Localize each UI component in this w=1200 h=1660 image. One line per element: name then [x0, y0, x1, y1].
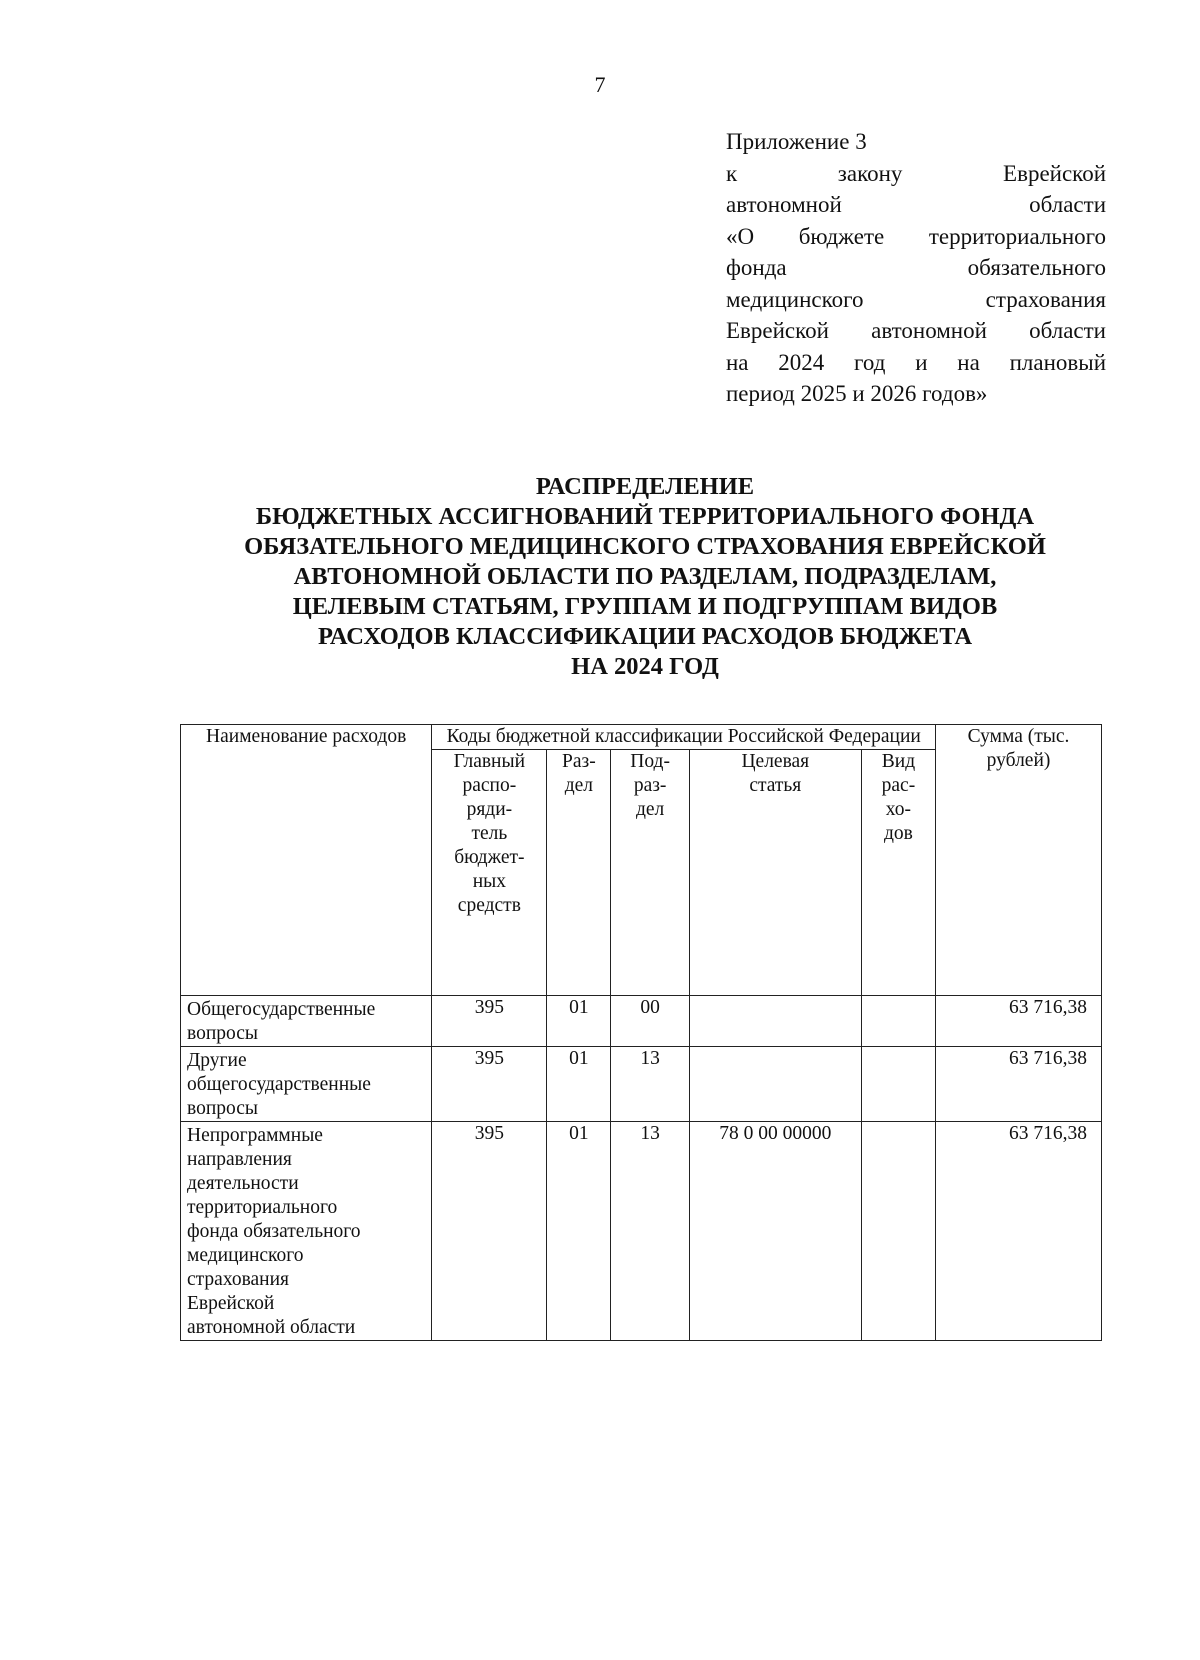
cell-vid	[861, 996, 935, 1047]
cell-podrazdel: 00	[611, 996, 689, 1047]
row-name	[181, 1047, 432, 1122]
document-title	[120, 472, 1170, 682]
table-row	[181, 1122, 1102, 1341]
title-line: РАСХОДОВ КЛАССИФИКАЦИИ РАСХОДОВ БЮДЖЕТА	[317, 623, 973, 650]
row-name-text: общегосударственные	[187, 1074, 371, 1095]
row-name-text: страхования	[187, 1269, 290, 1290]
header-text: распо-	[462, 775, 517, 796]
row-name	[181, 1122, 432, 1341]
row-name-text: Общегосударственные	[187, 999, 376, 1020]
cell-sum: 63 716,38	[936, 996, 1102, 1047]
table-row	[181, 996, 1102, 1047]
title-line: НА 2024 ГОД	[571, 653, 719, 680]
header-text: средств	[457, 895, 521, 916]
title-line: АВТОНОМНОЙ ОБЛАСТИ ПО РАЗДЕЛАМ, ПОДРАЗДЕЛАМ,	[293, 563, 997, 590]
header-text: расходов	[332, 726, 407, 747]
header-glavny	[432, 750, 547, 996]
title-line: БЮДЖЕТНЫХ АССИГНОВАНИЙ ТЕРРИТОРИАЛЬНОГО ФОНДА	[255, 503, 1035, 530]
cell-sum: 63 716,38	[936, 1122, 1102, 1341]
header-text: рас-	[881, 775, 916, 796]
cell-celevaya: 78 0 00 00000	[689, 1122, 861, 1341]
appendix-block	[726, 126, 1106, 410]
cell-celevaya	[689, 996, 861, 1047]
row-name-text: медицинского	[187, 1245, 304, 1266]
row-name-text: Непрограммные	[187, 1125, 323, 1146]
row-name-text: Еврейской	[187, 1293, 275, 1314]
table-header-row	[181, 725, 1102, 750]
header-text: ных	[472, 871, 506, 892]
header-sum	[936, 725, 1102, 996]
row-name-text: фонда обязательного	[187, 1221, 361, 1242]
cell-podrazdel: 13	[611, 1122, 689, 1341]
header-text: ряди-	[466, 799, 513, 820]
cell-razdel: 01	[547, 1047, 611, 1122]
header-text: Федерации	[828, 726, 921, 747]
header-text: дел	[635, 799, 665, 820]
header-text: (тыс. рублей)	[986, 726, 1070, 771]
header-text: тель	[471, 823, 508, 844]
appendix-line: фонда обязательного	[726, 255, 1106, 280]
row-name-text: автономной области	[187, 1317, 356, 1338]
cell-celevaya	[689, 1047, 861, 1122]
header-podrazdel	[611, 750, 689, 996]
cell-podrazdel: 13	[611, 1047, 689, 1122]
header-text: Главный	[453, 751, 526, 772]
header-text: Наименование	[206, 726, 328, 747]
header-text: Вид	[881, 751, 916, 772]
header-text: хо-	[885, 799, 912, 820]
table-row	[181, 1047, 1102, 1122]
cell-sum: 63 716,38	[936, 1047, 1102, 1122]
cell-razdel: 01	[547, 996, 611, 1047]
cell-razdel: 01	[547, 1122, 611, 1341]
header-text: Раз-	[562, 751, 596, 772]
header-vid	[861, 750, 935, 996]
cell-vid	[861, 1047, 935, 1122]
appendix-line: период 2025 и 2026 годов»	[726, 381, 988, 406]
cell-glavny: 395	[432, 1047, 547, 1122]
cell-glavny: 395	[432, 996, 547, 1047]
page-number: 7	[594, 72, 606, 97]
title-line: ОБЯЗАТЕЛЬНОГО МЕДИЦИНСКОГО СТРАХОВАНИЯ ЕВРЕЙСКОЙ	[244, 533, 1046, 560]
header-text: Под-	[630, 751, 670, 772]
cell-glavny: 395	[432, 1122, 547, 1341]
header-celevaya	[689, 750, 861, 996]
budget-table	[180, 724, 1102, 1341]
appendix-line: автономной области	[726, 192, 1106, 217]
row-name	[181, 996, 432, 1047]
header-text: Сумма	[967, 726, 1023, 747]
header-text: бюджет-	[454, 847, 525, 868]
header-text: раз-	[633, 775, 667, 796]
header-text: дел	[564, 775, 594, 796]
title-line: РАСПРЕДЕЛЕНИЕ	[535, 473, 755, 500]
row-name-text: деятельности	[187, 1173, 299, 1194]
header-text: статья	[749, 775, 802, 796]
row-name-text: территориального	[187, 1197, 338, 1218]
row-name-text: вопросы	[187, 1023, 259, 1044]
appendix-line: Еврейской автономной области	[726, 318, 1106, 343]
cell-vid	[861, 1122, 935, 1341]
header-codes	[432, 725, 936, 750]
appendix-line: «О бюджете территориального	[726, 223, 1106, 249]
appendix-line: на 2024 год и на плановый	[726, 349, 1106, 375]
header-text: Коды бюджетной классификации Российской	[446, 726, 824, 747]
appendix-line: Приложение 3	[726, 129, 867, 154]
header-text: дов	[883, 823, 913, 844]
header-text: Целевая	[741, 751, 810, 772]
title-line: ЦЕЛЕВЫМ СТАТЬЯМ, ГРУППАМ И ПОДГРУППАМ ВИДОВ	[292, 593, 998, 620]
row-name-text: направления	[187, 1149, 292, 1170]
row-name-text: Другие	[187, 1050, 247, 1071]
header-razdel	[547, 750, 611, 996]
appendix-line: медицинского страхования	[726, 286, 1106, 312]
appendix-line: к закону Еврейской	[726, 160, 1106, 186]
header-name	[181, 725, 432, 996]
row-name-text: вопросы	[187, 1098, 259, 1119]
